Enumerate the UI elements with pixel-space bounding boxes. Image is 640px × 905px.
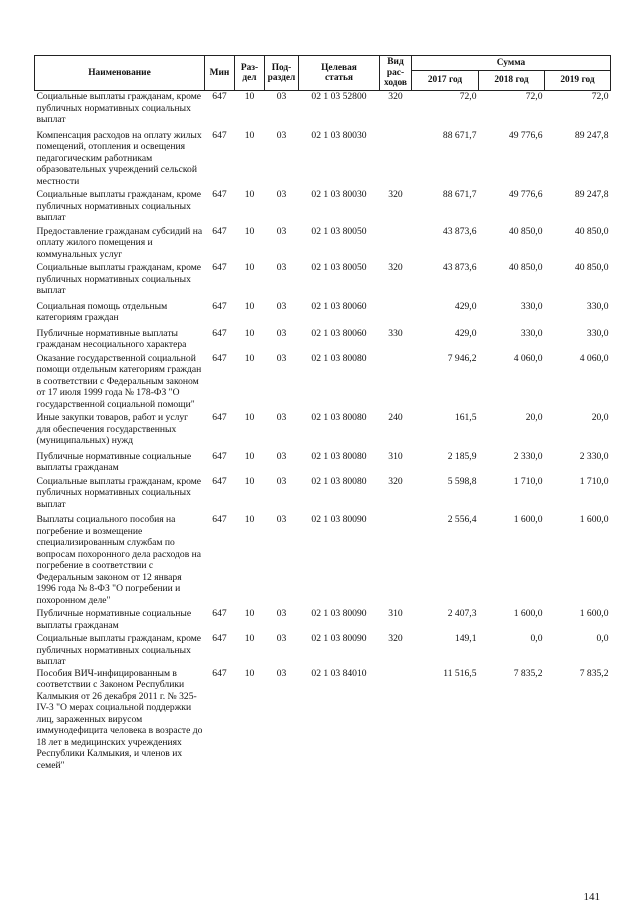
cell-2017: 72,0	[459, 91, 477, 102]
cell-2017: 88 671,7	[442, 189, 477, 200]
header-2019: 2019 год	[545, 71, 611, 91]
cell-2019: 89 247,8	[574, 189, 609, 200]
cell-podrazdel: 03	[276, 608, 287, 619]
header-razdel: Раз- дел	[235, 56, 265, 91]
cell-2017: 7 946,2	[447, 352, 477, 364]
cell-target: 02 1 03 80060	[311, 300, 367, 312]
cell-razdel: 10	[244, 412, 255, 423]
cell-vid: 320	[388, 475, 403, 487]
cell-vid	[380, 297, 412, 324]
cell-podrazdel: 03	[276, 667, 287, 679]
cell-target: 02 1 03 80030	[311, 129, 367, 141]
cell-min: 647	[212, 608, 227, 619]
cell-name: Социальные выплаты гражданам, кроме публичных нормативных социальных выплат	[36, 189, 202, 223]
cell-vid: 240	[388, 412, 403, 423]
cell-target: 02 1 03 80060	[311, 327, 367, 339]
cell-target: 02 1 03 80080	[311, 412, 367, 423]
header-name: Наименование	[35, 56, 205, 91]
cell-2019: 0,0	[596, 633, 609, 644]
cell-min: 647	[212, 300, 227, 312]
cell-2017: 88 671,7	[442, 129, 477, 141]
table-row	[35, 126, 611, 188]
cell-2017: 149,1	[454, 633, 477, 644]
cell-target: 02 1 03 80080	[311, 475, 367, 487]
cell-razdel: 10	[244, 667, 255, 679]
table-row	[35, 91, 611, 126]
header-2018: 2018 год	[479, 71, 545, 91]
cell-2019: 72,0	[591, 91, 609, 102]
cell-2018: 49 776,6	[508, 129, 543, 141]
cell-name: Социальные выплаты гражданам, кроме публичных нормативных социальных выплат	[36, 262, 202, 296]
cell-2018: 330,0	[520, 327, 543, 339]
cell-2019: 40 850,0	[574, 225, 609, 237]
cell-2017: 43 873,6	[442, 225, 477, 237]
cell-podrazdel: 03	[276, 514, 287, 525]
cell-target: 02 1 03 80090	[311, 514, 367, 525]
cell-podrazdel: 03	[276, 91, 287, 102]
cell-razdel: 10	[244, 514, 255, 525]
cell-razdel: 10	[244, 450, 255, 462]
cell-name: Социальные выплаты гражданам, кроме публичных нормативных социальных выплат	[36, 475, 202, 510]
cell-name: Социальные выплаты гражданам, кроме публичных нормативных социальных выплат	[36, 633, 202, 667]
cell-podrazdel: 03	[276, 189, 287, 200]
cell-target: 02 1 03 80090	[311, 608, 367, 619]
cell-vid: 320	[388, 189, 403, 200]
header-vid: Вид рас- ходов	[380, 56, 412, 91]
cell-2018: 1 710,0	[513, 475, 543, 487]
cell-min: 647	[212, 450, 227, 462]
cell-2019: 89 247,8	[574, 129, 609, 141]
cell-2017: 43 873,6	[442, 262, 477, 273]
cell-podrazdel: 03	[276, 129, 287, 141]
cell-razdel: 10	[244, 300, 255, 312]
cell-name: Публичные нормативные социальные выплаты гражданам	[36, 608, 192, 631]
cell-2019: 40 850,0	[574, 262, 609, 273]
cell-2017: 11 516,5	[443, 667, 477, 679]
cell-podrazdel: 03	[276, 475, 287, 487]
table-row	[35, 410, 611, 447]
cell-2018: 330,0	[520, 300, 543, 312]
cell-name: Оказание государственной социальной помощи отдельным категориям граждан в соответствии с Федеральным законом от 17 июля 1999 года № 178-ФЗ "О государственной социальной помощи"	[36, 352, 202, 410]
table-body	[35, 91, 611, 772]
cell-target: 02 1 03 80080	[311, 352, 367, 364]
cell-target: 02 1 03 80080	[311, 450, 367, 462]
table-row	[35, 351, 611, 411]
table-row	[35, 606, 611, 631]
cell-min: 647	[212, 189, 227, 200]
cell-name: Выплаты социального пособия на погребение и возмещение специализированным службам по вопросам похоронного дела расходов на погребение в соответствии с Федеральным законом от 12 января 1996 года № 8-ФЗ "О погребении и похоронном деле"	[36, 514, 202, 606]
cell-name: Социальные выплаты гражданам, кроме публичных нормативных социальных выплат	[36, 91, 202, 125]
cell-name: Пособия ВИЧ-инфицированным в соответствии с Законом Республики Калмыкия от 26 декабря 2011 г. № 325-IV-3 "О мерах социальной поддержки лиц, зараженных вирусом иммунодефицита человека в возрасте до 18 лет в медицинских учреждениях Республики Калмыкия, и членов их семей"	[36, 667, 203, 771]
cell-name: Публичные нормативные выплаты гражданам несоциального характера	[36, 327, 187, 350]
cell-2017: 2 407,3	[447, 608, 477, 619]
cell-2018: 7 835,2	[513, 667, 543, 679]
cell-razdel: 10	[244, 633, 255, 644]
cell-2018: 4 060,0	[513, 352, 543, 364]
cell-vid: 330	[388, 327, 403, 339]
cell-min: 647	[212, 225, 227, 237]
cell-2019: 1 710,0	[579, 475, 609, 487]
cell-podrazdel: 03	[276, 450, 287, 462]
table-row	[35, 224, 611, 261]
cell-target: 02 1 03 80050	[311, 262, 367, 273]
cell-vid	[380, 224, 412, 261]
table-row	[35, 510, 611, 606]
cell-2019: 4 060,0	[579, 352, 609, 364]
header-target: Целевая статья	[299, 56, 380, 91]
cell-2019: 330,0	[586, 327, 609, 339]
cell-2017: 5 598,8	[447, 475, 477, 487]
table-row	[35, 474, 611, 511]
cell-podrazdel: 03	[276, 412, 287, 423]
table-row	[35, 297, 611, 324]
cell-2017: 2 556,4	[447, 514, 477, 525]
cell-vid: 320	[388, 262, 403, 273]
cell-razdel: 10	[244, 91, 255, 102]
cell-2018: 1 600,0	[513, 608, 543, 619]
cell-min: 647	[212, 667, 227, 679]
cell-name: Иные закупки товаров, работ и услуг для обеспечения государственных (муниципальных) нужд	[36, 412, 189, 446]
cell-target: 02 1 03 84010	[311, 667, 367, 679]
cell-2018: 1 600,0	[513, 514, 543, 525]
cell-razdel: 10	[244, 129, 255, 141]
cell-target: 02 1 03 80050	[311, 225, 367, 237]
cell-2017: 2 185,9	[447, 450, 477, 462]
cell-vid: 320	[388, 91, 403, 102]
cell-razdel: 10	[244, 262, 255, 273]
cell-2018: 20,0	[525, 412, 543, 423]
cell-2017: 161,5	[454, 412, 477, 423]
cell-name: Предоставление гражданам субсидий на оплату жилого помещения и коммунальных услуг	[36, 225, 203, 260]
cell-min: 647	[212, 91, 227, 102]
cell-razdel: 10	[244, 327, 255, 339]
cell-razdel: 10	[244, 189, 255, 200]
cell-2018: 40 850,0	[508, 225, 543, 237]
cell-target: 02 1 03 80030	[311, 189, 367, 200]
cell-target: 02 1 03 52800	[311, 91, 367, 102]
table-row	[35, 324, 611, 351]
header-2017: 2017 год	[412, 71, 479, 91]
cell-vid: 310	[388, 608, 403, 619]
cell-razdel: 10	[244, 225, 255, 237]
table-row	[35, 260, 611, 297]
cell-2019: 2 330,0	[579, 450, 609, 462]
cell-podrazdel: 03	[276, 300, 287, 312]
cell-min: 647	[212, 327, 227, 339]
cell-2017: 429,0	[454, 300, 477, 312]
cell-razdel: 10	[244, 475, 255, 487]
cell-min: 647	[212, 633, 227, 644]
cell-name: Публичные нормативные социальные выплаты гражданам	[36, 450, 192, 473]
header-min: Мин	[205, 56, 235, 91]
cell-2019: 1 600,0	[579, 608, 609, 619]
table-row	[35, 447, 611, 474]
cell-target: 02 1 03 80090	[311, 633, 367, 644]
cell-2018: 2 330,0	[513, 450, 543, 462]
cell-podrazdel: 03	[276, 225, 287, 237]
table-row	[35, 668, 611, 772]
cell-min: 647	[212, 514, 227, 525]
cell-2017: 429,0	[454, 327, 477, 339]
cell-2018: 40 850,0	[508, 262, 543, 273]
cell-vid	[380, 351, 412, 411]
cell-vid	[380, 510, 412, 606]
cell-min: 647	[212, 262, 227, 273]
budget-table	[34, 55, 611, 771]
cell-vid: 320	[388, 633, 403, 644]
cell-podrazdel: 03	[276, 352, 287, 364]
cell-vid	[380, 668, 412, 772]
table-header	[35, 56, 611, 91]
page-number: 141	[583, 891, 600, 903]
cell-2018: 49 776,6	[508, 189, 543, 200]
cell-razdel: 10	[244, 352, 255, 364]
table-row	[35, 187, 611, 224]
cell-name: Социальная помощь отдельным категориям граждан	[36, 300, 168, 323]
cell-2019: 330,0	[586, 300, 609, 312]
cell-podrazdel: 03	[276, 633, 287, 644]
cell-2018: 72,0	[525, 91, 543, 102]
cell-2018: 0,0	[530, 633, 543, 644]
cell-min: 647	[212, 352, 227, 364]
table-row	[35, 631, 611, 668]
cell-min: 647	[212, 475, 227, 487]
cell-vid	[380, 126, 412, 188]
cell-podrazdel: 03	[276, 327, 287, 339]
header-podrazdel: Под- раздел	[265, 56, 299, 91]
cell-podrazdel: 03	[276, 262, 287, 273]
cell-vid: 310	[388, 450, 403, 462]
header-sum: Сумма	[412, 56, 611, 71]
cell-razdel: 10	[244, 608, 255, 619]
cell-name: Компенсация расходов на оплату жилых помещений, отопления и освещения педагогическим работникам образовательных учреждений сельской местности	[36, 129, 202, 187]
cell-min: 647	[212, 129, 227, 141]
cell-2019: 7 835,2	[579, 667, 609, 679]
cell-2019: 20,0	[591, 412, 609, 423]
cell-min: 647	[212, 412, 227, 423]
cell-2019: 1 600,0	[579, 514, 609, 525]
